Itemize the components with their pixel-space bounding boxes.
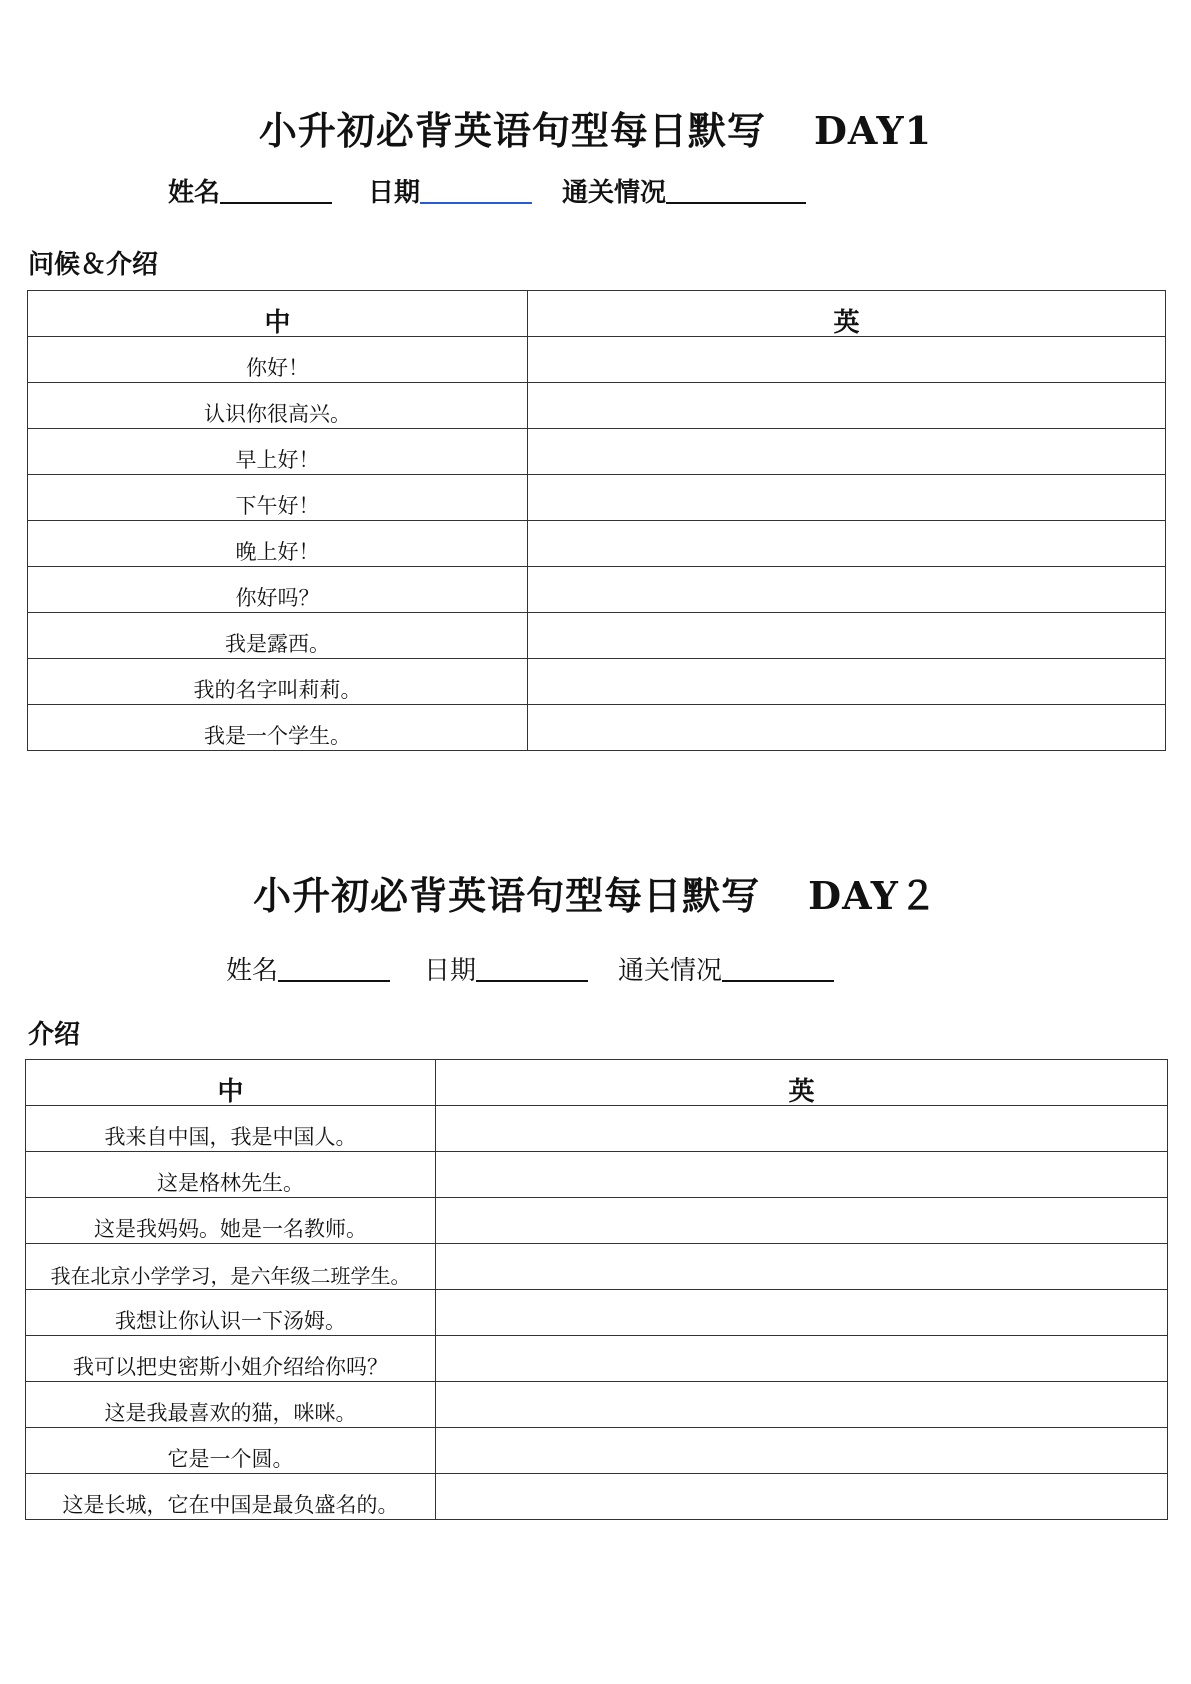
- table-row: [26, 1244, 1168, 1290]
- day2-header-cn: 中: [26, 1060, 436, 1106]
- day2-header-en: 英: [436, 1060, 1168, 1106]
- day2-day-label: DAY２: [808, 873, 938, 918]
- day1-name-blank[interactable]: [220, 172, 332, 204]
- day2-date-label: 日期: [424, 956, 477, 986]
- day1-en-answer-cell[interactable]: [528, 337, 1166, 383]
- day2-en-answer-cell[interactable]: [436, 1290, 1168, 1336]
- day2-table: [25, 1059, 1168, 1520]
- table-row: [28, 521, 1166, 567]
- day1-table-header: [28, 291, 1166, 337]
- table-row: [26, 1198, 1168, 1244]
- table-row: [28, 567, 1166, 613]
- table-row: [26, 1290, 1168, 1336]
- day1-en-answer-cell[interactable]: [528, 613, 1166, 659]
- day2-cn-cell: 我来自中国，我是中国人。: [26, 1106, 436, 1152]
- day1-cn-cell: 晚上好！: [28, 521, 528, 567]
- day1-date-blank[interactable]: [420, 172, 532, 204]
- table-row: [28, 429, 1166, 475]
- day2-cn-cell: 这是我最喜欢的猫，咪咪。: [26, 1382, 436, 1428]
- day1-en-answer-cell[interactable]: [528, 429, 1166, 475]
- table-row: [26, 1428, 1168, 1474]
- day2-en-answer-cell[interactable]: [436, 1198, 1168, 1244]
- day2-en-answer-cell[interactable]: [436, 1336, 1168, 1382]
- day1-en-answer-cell[interactable]: [528, 659, 1166, 705]
- day2-info-line: [0, 950, 1191, 986]
- day1-en-answer-cell[interactable]: [528, 475, 1166, 521]
- table-row: [26, 1152, 1168, 1198]
- table-row: [26, 1474, 1168, 1520]
- day1-en-answer-cell[interactable]: [528, 521, 1166, 567]
- day2-name-label: 姓名: [226, 956, 279, 986]
- table-row: [26, 1106, 1168, 1152]
- day1-cn-cell: 我是露西。: [28, 613, 528, 659]
- day2-en-answer-cell[interactable]: [436, 1106, 1168, 1152]
- day1-info-line: [0, 172, 1191, 208]
- day2-en-answer-cell[interactable]: [436, 1474, 1168, 1520]
- day2-cn-cell: 我在北京小学学习，是六年级二班学生。: [26, 1244, 436, 1290]
- table-row: [28, 613, 1166, 659]
- day2-en-answer-cell[interactable]: [436, 1152, 1168, 1198]
- day2-en-answer-cell[interactable]: [436, 1428, 1168, 1474]
- day2-en-answer-cell[interactable]: [436, 1382, 1168, 1428]
- day2-en-answer-cell[interactable]: [436, 1244, 1168, 1290]
- day1-status-field[interactable]: [562, 172, 806, 209]
- day2-title: [0, 865, 1191, 920]
- day2-cn-cell: 这是格林先生。: [26, 1152, 436, 1198]
- day2-table-header: [26, 1060, 1168, 1106]
- day1-day-label: DAY1: [813, 108, 933, 153]
- day1-cn-cell: 我是一个学生。: [28, 705, 528, 751]
- day2-cn-cell: 它是一个圆。: [26, 1428, 436, 1474]
- day1-name-label: 姓名: [168, 178, 221, 208]
- day1-en-answer-cell[interactable]: [528, 383, 1166, 429]
- day1-header-cn: 中: [28, 291, 528, 337]
- day1-cn-cell: 认识你很高兴。: [28, 383, 528, 429]
- day1-cn-cell: 你好！: [28, 337, 528, 383]
- day1-cn-cell: 早上好！: [28, 429, 528, 475]
- day1-date-field[interactable]: [368, 172, 532, 209]
- day1-en-answer-cell[interactable]: [528, 705, 1166, 751]
- day1-date-label: 日期: [368, 178, 421, 208]
- day1-cn-cell: 我的名字叫莉莉。: [28, 659, 528, 705]
- day2-cn-cell: 这是我妈妈。她是一名教师。: [26, 1198, 436, 1244]
- day2-name-blank[interactable]: [278, 950, 390, 982]
- day1-status-label: 通关情况: [562, 178, 667, 208]
- day2-cn-cell: 我可以把史密斯小姐介绍给你吗？: [26, 1336, 436, 1382]
- day2-cn-cell: 我想让你认识一下汤姆。: [26, 1290, 436, 1336]
- day1-status-blank[interactable]: [666, 172, 806, 204]
- table-row: [26, 1382, 1168, 1428]
- table-row: [28, 659, 1166, 705]
- day1-cn-cell: 下午好！: [28, 475, 528, 521]
- day2-cn-cell: 这是长城，它在中国是最负盛名的。: [26, 1474, 436, 1520]
- day2-title-text: 小升初必背英语句型每日默写: [253, 873, 761, 918]
- day1-header-en: 英: [528, 291, 1166, 337]
- day2-name-field[interactable]: [226, 950, 390, 987]
- day2-status-label: 通关情况: [618, 956, 723, 986]
- table-row: [28, 705, 1166, 751]
- day1-title: [0, 100, 1191, 155]
- table-row: [28, 475, 1166, 521]
- day2-date-blank[interactable]: [476, 950, 588, 982]
- table-row: [26, 1336, 1168, 1382]
- day1-table: [27, 290, 1166, 751]
- table-row: [28, 383, 1166, 429]
- day1-name-field[interactable]: [168, 172, 332, 209]
- day2-section-title: 介绍: [28, 1020, 81, 1050]
- day1-en-answer-cell[interactable]: [528, 567, 1166, 613]
- day1-section-title: 问候＆介绍: [28, 250, 159, 280]
- day2-status-blank[interactable]: [722, 950, 834, 982]
- table-row: [28, 337, 1166, 383]
- day1-cn-cell: 你好吗？: [28, 567, 528, 613]
- day2-status-field[interactable]: [618, 950, 834, 987]
- day2-date-field[interactable]: [424, 950, 588, 987]
- day1-title-text: 小升初必背英语句型每日默写: [258, 108, 766, 153]
